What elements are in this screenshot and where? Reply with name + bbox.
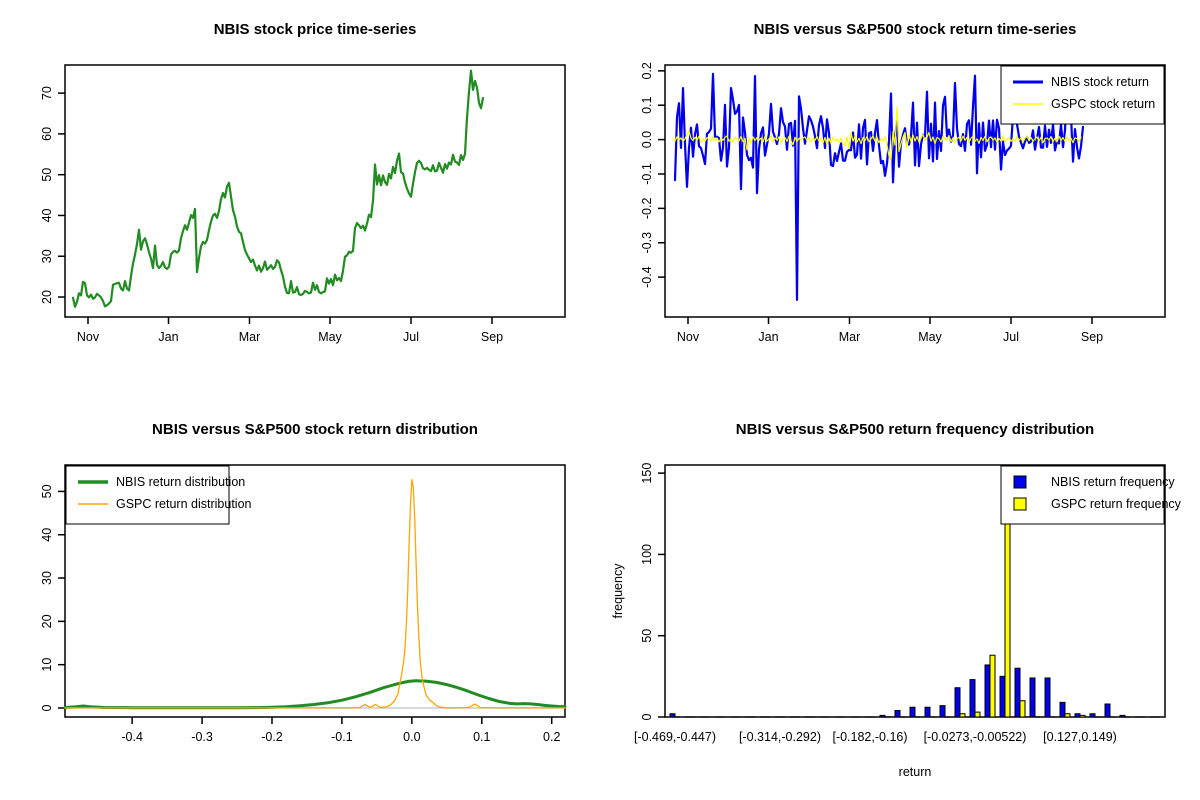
legend-box-sample <box>1014 476 1026 488</box>
bar-nbis-return-frequency <box>1060 702 1065 717</box>
panel-return-distribution <box>0 400 600 800</box>
y-tick-label: -0.2 <box>640 197 654 220</box>
y-tick-label: 100 <box>640 543 654 565</box>
y-tick-label: -0.3 <box>640 231 654 254</box>
bar-nbis-return-frequency <box>985 665 990 717</box>
bar-nbis-return-frequency <box>1030 678 1035 717</box>
bar-nbis-return-frequency <box>940 706 945 717</box>
y-tick-label: 50 <box>640 628 654 643</box>
y-tick-label: 0 <box>40 704 54 712</box>
price_series-svg <box>0 0 600 400</box>
x-tick-label: May <box>318 330 342 344</box>
legend <box>1001 466 1182 524</box>
bar-nbis-return-frequency <box>1105 704 1110 717</box>
x-tick-label: [-0.182,-0.16) <box>832 730 908 744</box>
bar-nbis-return-frequency <box>1015 668 1020 717</box>
bar-nbis-return-frequency <box>670 714 675 717</box>
x-tick-label: May <box>918 330 942 344</box>
y-tick-label: 30 <box>40 249 54 264</box>
legend <box>66 466 252 524</box>
x-tick-label: -0.1 <box>331 730 353 744</box>
legend-label: GSPC return frequency <box>1051 497 1181 511</box>
bar-gspc-return-frequency <box>1020 701 1025 717</box>
y-tick-label: 30 <box>40 571 54 586</box>
legend-label: NBIS return frequency <box>1051 475 1175 489</box>
x-tick-label: [-0.0273,-0.00522) <box>923 730 1027 744</box>
x-tick-label: Mar <box>838 330 861 344</box>
y-tick-label: -0.1 <box>640 163 654 185</box>
bar-nbis-return-frequency <box>910 707 915 717</box>
x-tick-label: -0.3 <box>191 730 213 744</box>
bar-nbis-return-frequency <box>1090 714 1095 717</box>
bar-gspc-return-frequency <box>1080 715 1085 717</box>
legend-label: GSPC return distribution <box>116 497 252 511</box>
y-axis-label: frequency <box>611 563 625 619</box>
y-tick-label: -0.4 <box>640 266 654 288</box>
x-tick-label: 0.0 <box>403 730 421 744</box>
y-tick-label: 50 <box>40 167 54 182</box>
y-tick-label: 10 <box>40 657 54 672</box>
return_series-svg <box>600 0 1200 400</box>
legend-label: NBIS return distribution <box>116 475 246 489</box>
y-tick-label: 40 <box>40 208 54 223</box>
x-tick-label: Jan <box>158 330 179 344</box>
x-tick-label: [0.127,0.149) <box>1043 730 1117 744</box>
chart-title: NBIS stock price time-series <box>213 21 417 38</box>
chart-title: NBIS versus S&P500 return frequency distribution <box>735 421 1095 438</box>
bar-nbis-return-frequency <box>1000 676 1005 717</box>
x-tick-label: -0.2 <box>261 730 283 744</box>
y-tick-label: 20 <box>40 290 54 304</box>
bar-nbis-return-frequency <box>1045 678 1050 717</box>
y-tick-label: 70 <box>40 86 54 101</box>
panel-price-timeseries <box>0 0 600 400</box>
legend-label: NBIS stock return <box>1051 75 1149 89</box>
x-tick-label: Sep <box>480 330 504 344</box>
x-tick-label: -0.4 <box>121 730 143 744</box>
y-tick-label: 50 <box>40 484 54 499</box>
series-nbis-price <box>73 71 483 307</box>
bar-nbis-return-frequency <box>1120 715 1125 717</box>
bar-nbis-return-frequency <box>895 710 900 717</box>
x-tick-label: Nov <box>76 330 100 344</box>
x-tick-label: [-0.469,-0.447) <box>634 730 716 744</box>
bar-gspc-return-frequency <box>975 712 980 717</box>
y-tick-label: 40 <box>40 527 54 542</box>
x-tick-label: 0.1 <box>473 730 491 744</box>
x-tick-label: Nov <box>676 330 700 344</box>
x-tick-label: Mar <box>238 330 261 344</box>
bar-nbis-return-frequency <box>925 707 930 717</box>
y-tick-label: 0.0 <box>640 130 654 149</box>
x-tick-label: [-0.314,-0.292) <box>739 730 821 744</box>
y-tick-label: 60 <box>40 126 54 141</box>
chart-title: NBIS versus S&P500 stock return time-series <box>753 21 1077 38</box>
y-tick-label: 20 <box>40 614 54 629</box>
return_frequency-svg <box>600 400 1200 800</box>
bar-nbis-return-frequency <box>1075 714 1080 717</box>
x-tick-label: 0.2 <box>543 730 561 744</box>
x-axis-label: return <box>898 765 932 779</box>
x-tick-label: Jan <box>758 330 779 344</box>
bar-nbis-return-frequency <box>970 680 975 717</box>
legend-label: GSPC stock return <box>1051 97 1156 111</box>
x-tick-label: Jul <box>403 330 419 344</box>
chart-title: NBIS versus S&P500 stock return distribution <box>152 421 478 438</box>
y-tick-label: 0 <box>640 713 654 721</box>
return_distribution-svg <box>0 400 600 800</box>
panel-return-frequency <box>600 400 1200 800</box>
bar-gspc-return-frequency <box>990 655 995 717</box>
plot-box <box>65 65 565 317</box>
bar-gspc-return-frequency <box>960 714 965 717</box>
y-tick-label: 150 <box>640 462 654 484</box>
x-tick-label: Sep <box>1080 330 1104 344</box>
y-tick-label: 0.2 <box>640 62 654 80</box>
series-nbis-return-distribution <box>65 681 565 708</box>
bar-nbis-return-frequency <box>880 715 885 717</box>
legend-box-sample <box>1014 498 1026 510</box>
bar-gspc-return-frequency <box>1065 714 1070 717</box>
bar-nbis-return-frequency <box>955 688 960 717</box>
y-tick-label: 0.1 <box>640 96 654 114</box>
panel-return-timeseries <box>600 0 1200 400</box>
x-tick-label: Jul <box>1003 330 1019 344</box>
legend <box>1001 66 1164 124</box>
